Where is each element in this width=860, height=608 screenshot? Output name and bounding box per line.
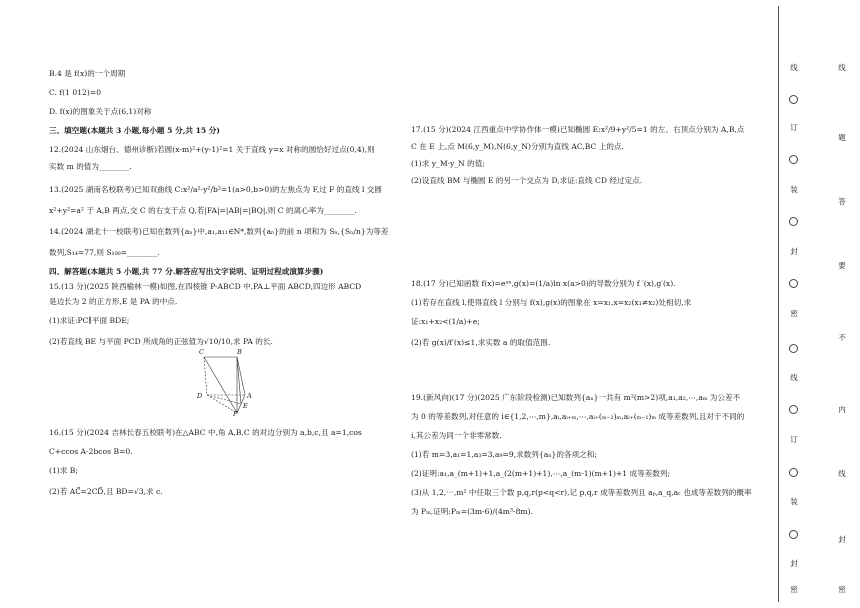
section-fill-in: 三、填空题(本题共 3 小题,每小题 5 分,共 15 分) [49, 126, 220, 135]
q15-part2: (2)若直线 BE 与平面 PCD 所成角的正弦值为√10/10,求 PA 的长. [49, 337, 273, 346]
q16-part2: (2)若 AC⃗=2CD⃗,且 BD=√3,求 c. [49, 487, 163, 496]
rail-outer-5: 线 [790, 373, 798, 382]
label-p: P [233, 410, 238, 418]
q16-part1: (1)求 B; [49, 466, 78, 475]
label-b: B [237, 348, 242, 356]
binding-hole-icon [789, 217, 798, 226]
rail-outer-8: 封 [790, 559, 798, 568]
left-column [49, 68, 389, 497]
rail-outer-0: 线 [790, 63, 798, 72]
rail-inner-7: 封 [838, 535, 846, 544]
label-e: E [243, 402, 248, 410]
rail-inner-6: 线 [838, 469, 846, 478]
q19-line1: 19.(新风向)(17 分)(2025 广东阶段检测)已知数列{aₙ}一共有 m²(m>2)项,a₁,a₂,⋯,aₘ 为公差不 [411, 393, 741, 402]
rail-outer-3: 封 [790, 247, 798, 256]
q19-line2: 为 0 的等差数列,对任意的 i∈{1,2,⋯,m},aᵢ,aᵢ₊ₘ,⋯,aᵢ₊(ₘ₋₂)ₘ,aᵢ₊(ₘ₋₁)ₘ 成等差数列,且对于不同的 [411, 412, 745, 421]
q17-line2: C 在 E 上,点 M(6,y_M),N(6,y_N)分别为直线 AC,BC 上的点. [411, 142, 624, 151]
rail-outer-1: 订 [790, 123, 798, 132]
option-d: D. f(x)的图象关于点(6,1)对称 [49, 107, 152, 116]
rail-inner-0: 线 [838, 63, 846, 72]
q13-line2: x²+y²=a² 于 A,B 两点,交 C 的右支于点 Q,若|FA|=|AB|=|BQ|,则 C 的离心率为________. [49, 206, 357, 215]
q17-part2: (2)设直线 BM 与椭圆 E 的另一个交点为 D,求证:直线 CD 经过定点. [411, 176, 643, 185]
rail-inner-2: 答 [838, 197, 846, 206]
q15-line2: 是边长为 2 的正方形,E 是 PA 的中点. [49, 297, 178, 306]
q13-line1: 13.(2025 湖南名校联考)已知双曲线 C:x²/a²-y²/b²=1(a>0,b>0)的左焦点为 F,过 F 的直线 l 交圆 [49, 185, 382, 194]
rail-inner-1: 题 [838, 133, 846, 142]
q14-line1: 14.(2024 湖北十一校联考)已知在数列{aₙ}中,a₁,a₁₁∈N*,数列{aₙ}的前 n 项和为 Sₙ,{Sₙ/n}为等差 [49, 227, 389, 236]
q17-line1: 17.(15 分)(2024 江西重点中学协作体一模)已知椭圆 E:x²/9+y²/5=1 的左、右顶点分别为 A,B,点 [411, 125, 745, 134]
binding-hole-icon [789, 530, 798, 539]
q18-line3: 证:x₁+x₂<(1/a)+e; [411, 317, 480, 326]
label-c: C [199, 348, 204, 356]
pyramid-figure [197, 348, 259, 418]
right-column [411, 124, 764, 517]
rail-outer-4: 密 [790, 309, 798, 318]
q17-part1: (1)求 y_M·y_N 的值; [411, 159, 485, 168]
binding-hole-icon [789, 95, 798, 104]
q19-line3: i,其公差为同一个非零常数. [411, 431, 502, 440]
q14-line2: 数列,S₁₄=77,则 S₁₀₀=________. [49, 248, 160, 257]
rail-outer-9: 密 [790, 585, 798, 594]
label-a: A [247, 392, 252, 400]
rail-inner-8: 密 [838, 585, 846, 594]
binding-hole-icon [789, 405, 798, 414]
q15-line1: 15.(13 分)(2025 陕西榆林一模)如图,在四棱锥 P-ABCD 中,PA⊥平面 ABCD,四边形 ABCD [49, 282, 362, 291]
q16-line2: C+ccos A-2bcos B=0. [49, 447, 133, 456]
binding-hole-icon [789, 279, 798, 288]
binding-hole-icon [789, 344, 798, 353]
rail-inner-3: 要 [838, 261, 846, 270]
q19-part3: (3)从 1,2,⋯,m² 中任取三个数 p,q,r(p<q<r),记 p,q,r 成等差数列且 aₚ,a_q,aᵣ 也成等差数列的概率 [411, 488, 752, 497]
option-b: B.4 是 f(x)的一个周期 [49, 69, 126, 78]
binding-hole-icon [789, 155, 798, 164]
q19-part3-end: 为 Pₘ,证明:Pₘ=(3m-6)/(4m³-8m). [411, 507, 533, 516]
q12-line1: 12.(2024 山东烟台、德州诊断)若圆(x-m)²+(y-1)²=1 关于直线 y=x 对称的圆恰好过点(0,4),则 [49, 145, 375, 154]
binding-hole-icon [789, 468, 798, 477]
rail-inner-5: 内 [838, 405, 846, 414]
rail-outer-7: 装 [790, 497, 798, 506]
rail-outer-6: 订 [790, 435, 798, 444]
section-answer: 四、解答题(本题共 5 小题,共 77 分.解答应写出文字说明、证明过程或演算步骤) [49, 267, 324, 276]
q18-line1: 18.(17 分)已知函数 f(x)=eᵃˣ,g(x)=(1/a)ln x(a>0)的导数分别为 f ′(x),g′(x). [411, 279, 676, 288]
pyramid-drawing [199, 351, 259, 417]
label-d: D [197, 392, 203, 400]
q19-part2: (2)证明:a₁,a_(m+1)+1,a_(2(m+1)+1),⋯,a_(m-1)(m+1)+1 成等差数列; [411, 469, 671, 478]
rail-inner-4: 不 [838, 333, 846, 342]
q12-line2: 实数 m 的值为________. [49, 162, 132, 171]
rail-outer-2: 装 [790, 185, 798, 194]
q19-part1: (1)若 m=3,a₁=1,a₃=3,a₉=9,求数列{aₙ}的各项之和; [411, 450, 597, 459]
q18-line2: (1)若存在直线 l,使得直线 l 分别与 f(x),g(x)的图象在 x=x₁,x=x₂(x₁≠x₂)处相切,求 [411, 298, 692, 307]
q18-part2: (2)若 g(x)/f′(x)≤1,求实数 a 的取值范围. [411, 338, 551, 347]
q15-part1: (1)求证:PC∥平面 BDE; [49, 316, 130, 325]
binding-line [778, 6, 779, 602]
q16-line1: 16.(15 分)(2024 吉林长春五校联考)在△ABC 中,角 A,B,C 的对边分别为 a,b,c,且 a=1,cos [49, 428, 362, 437]
option-c: C. f(1 012)=0 [49, 88, 102, 97]
